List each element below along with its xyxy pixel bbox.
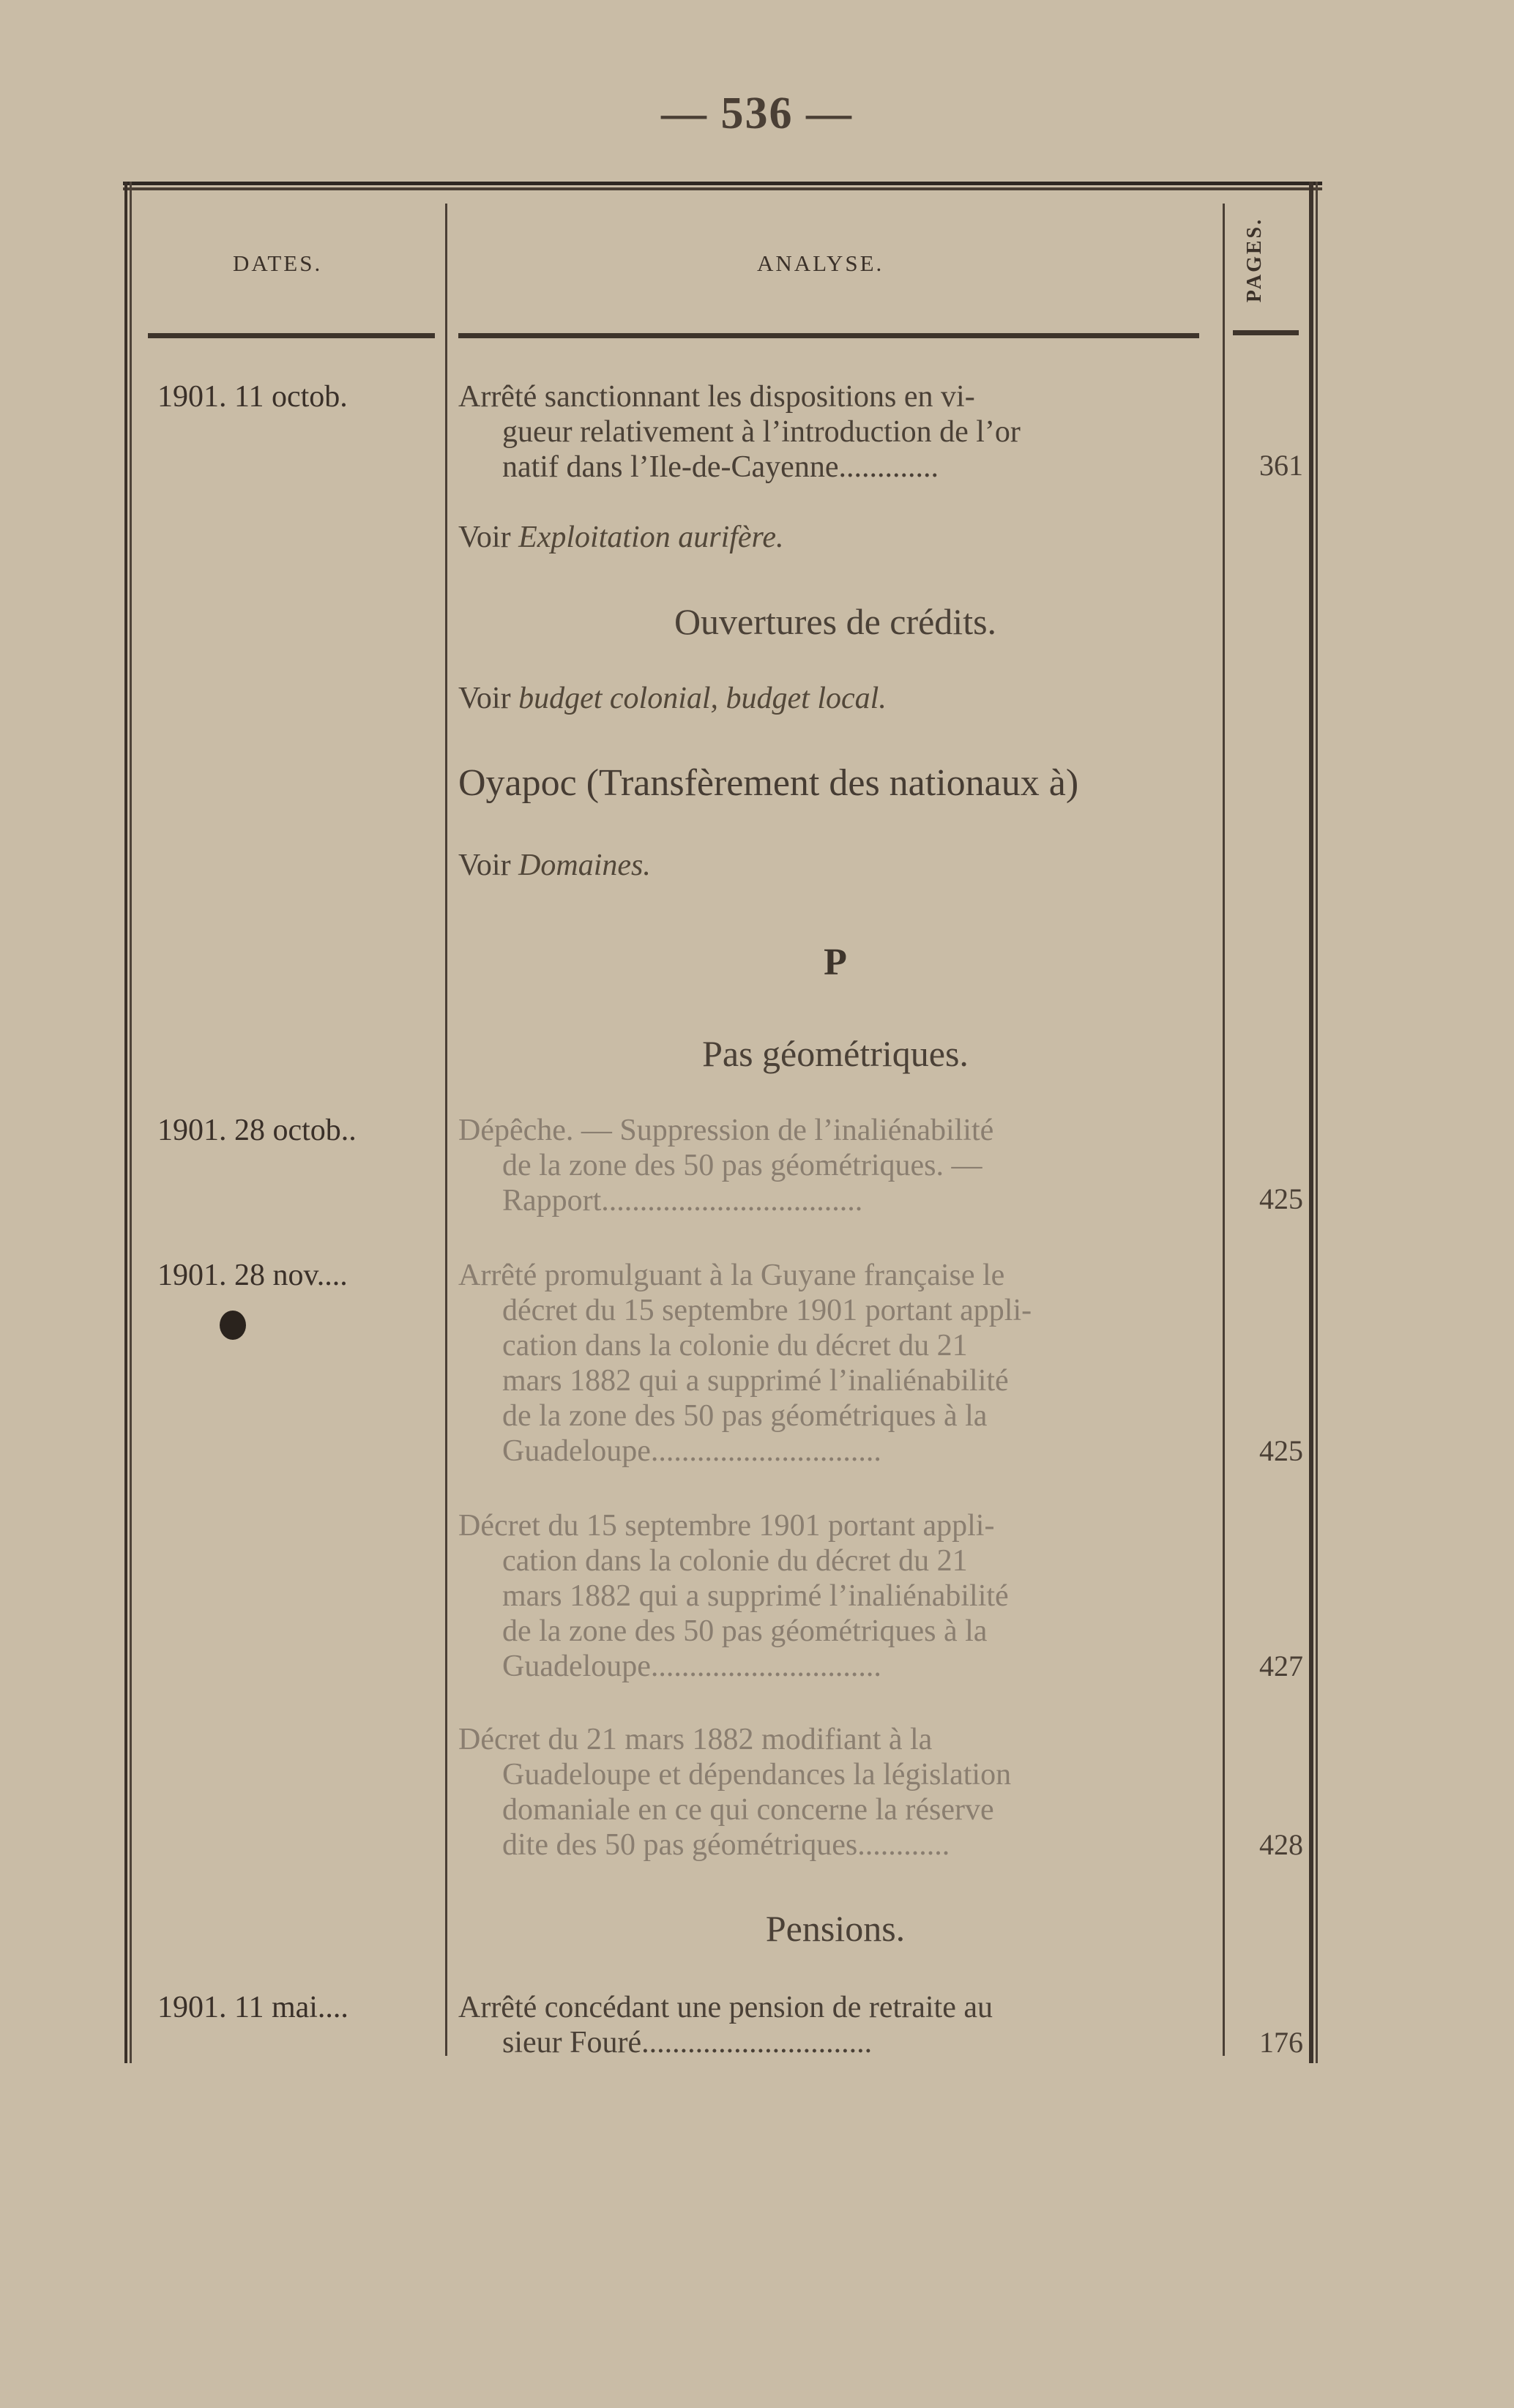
column-divider-pages <box>1223 204 1225 2056</box>
entry-line: Dépêche. — Suppression de l’inaliénabilité <box>458 1114 994 1147</box>
entry-page-ref: 425 <box>1259 1434 1303 1467</box>
column-divider-dates <box>445 204 447 2056</box>
header-pages: PAGES. <box>1243 217 1266 303</box>
pages-header <box>1233 205 1277 315</box>
header-analyse: ANALYSE. <box>757 250 884 276</box>
section-heading: Pas géométriques. <box>702 1033 969 1074</box>
entry-line: Arrêté promulguant à la Guyane française le <box>458 1259 1005 1292</box>
page-number: — 536 — <box>661 89 853 138</box>
entry-line: sieur Fouré.............................. <box>502 2026 873 2060</box>
entry-line: mars 1882 qui a supprimé l’inaliénabilité <box>502 1364 1009 1398</box>
entry-page-ref: 176 <box>1259 2026 1303 2059</box>
see-also-ref: Exploitation aurifère. <box>518 521 784 554</box>
see-also-ref: budget colonial, budget local. <box>518 682 887 715</box>
entry-page-ref: 425 <box>1259 1182 1303 1215</box>
see-also-ref: Domaines. <box>518 849 651 882</box>
table-top-rule <box>123 182 1322 190</box>
entry-line: gueur relativement à l’introduction de l’or <box>502 415 1021 449</box>
entry-line: Arrêté sanctionnant les dispositions en vi- <box>458 380 975 414</box>
section-heading: Pensions. <box>765 1908 906 1949</box>
see-also-prefix: Voir <box>458 521 519 554</box>
entry-line: Décret du 15 septembre 1901 portant appli- <box>458 1509 995 1543</box>
see-also <box>458 681 887 716</box>
see-also-prefix: Voir <box>458 849 519 882</box>
entry-page-ref: 428 <box>1259 1828 1303 1861</box>
entry-line: Décret du 21 mars 1882 modifiant à la <box>458 1723 933 1756</box>
header-rule-pages <box>1233 330 1299 335</box>
entry-line: mars 1882 qui a supprimé l’inaliénabilité <box>502 1579 1009 1613</box>
header-rule-analyse <box>458 333 1199 338</box>
entry-line: de la zone des 50 pas géométriques à la <box>502 1614 988 1648</box>
entry-line: cation dans la colonie du décret du 21 <box>502 1544 968 1578</box>
entry-date: 1901. 28 nov.... <box>157 1259 348 1292</box>
entry-line: Rapport.................................. <box>502 1184 863 1218</box>
table-left-rule <box>124 182 133 2063</box>
entry-line: décret du 15 septembre 1901 portant appli- <box>502 1294 1032 1327</box>
entry-line: cation dans la colonie du décret du 21 <box>502 1329 968 1363</box>
entry-line: de la zone des 50 pas géométriques. — <box>502 1149 982 1182</box>
entry-text <box>458 1722 1212 1863</box>
entry-line: dite des 50 pas géométriques............ <box>502 1828 950 1862</box>
entry-text <box>458 379 1212 485</box>
entry-line: natif dans l’Ile-de-Cayenne............. <box>502 450 939 484</box>
table-right-rule <box>1309 182 1319 2063</box>
entry-line: Guadeloupe et dépendances la législation <box>502 1758 1012 1792</box>
letter-heading: P <box>824 942 847 983</box>
entry-line: de la zone des 50 pas géométriques à la <box>502 1399 988 1433</box>
see-also-prefix: Voir <box>458 682 519 715</box>
header-dates: DATES. <box>233 250 323 276</box>
entry-text <box>458 1508 1212 1684</box>
see-also <box>458 520 783 555</box>
entry-page-ref: 361 <box>1259 449 1303 482</box>
entry-date: 1901. 11 octob. <box>157 380 348 414</box>
entry-line: Arrêté concédant une pension de retraite au <box>458 1991 993 2024</box>
heading-oyapoc: Oyapoc (Transfèrement des nationaux à) <box>458 762 1079 804</box>
entry-date: 1901. 11 mai.... <box>157 1991 348 2024</box>
entry-text <box>458 1258 1212 1469</box>
see-also <box>458 848 651 883</box>
entry-line: Guadeloupe.............................. <box>502 1650 881 1683</box>
entry-text <box>458 1113 1212 1218</box>
entry-page-ref: 427 <box>1259 1650 1303 1682</box>
entry-line: domaniale en ce qui concerne la réserve <box>502 1793 994 1827</box>
header-rule-dates <box>148 333 435 338</box>
entry-line: Guadeloupe.............................. <box>502 1434 881 1468</box>
bullet-mark <box>220 1311 246 1340</box>
entry-date: 1901. 28 octob.. <box>157 1114 357 1147</box>
section-heading: Ouvertures de crédits. <box>674 601 997 642</box>
entry-text <box>458 1990 1212 2060</box>
